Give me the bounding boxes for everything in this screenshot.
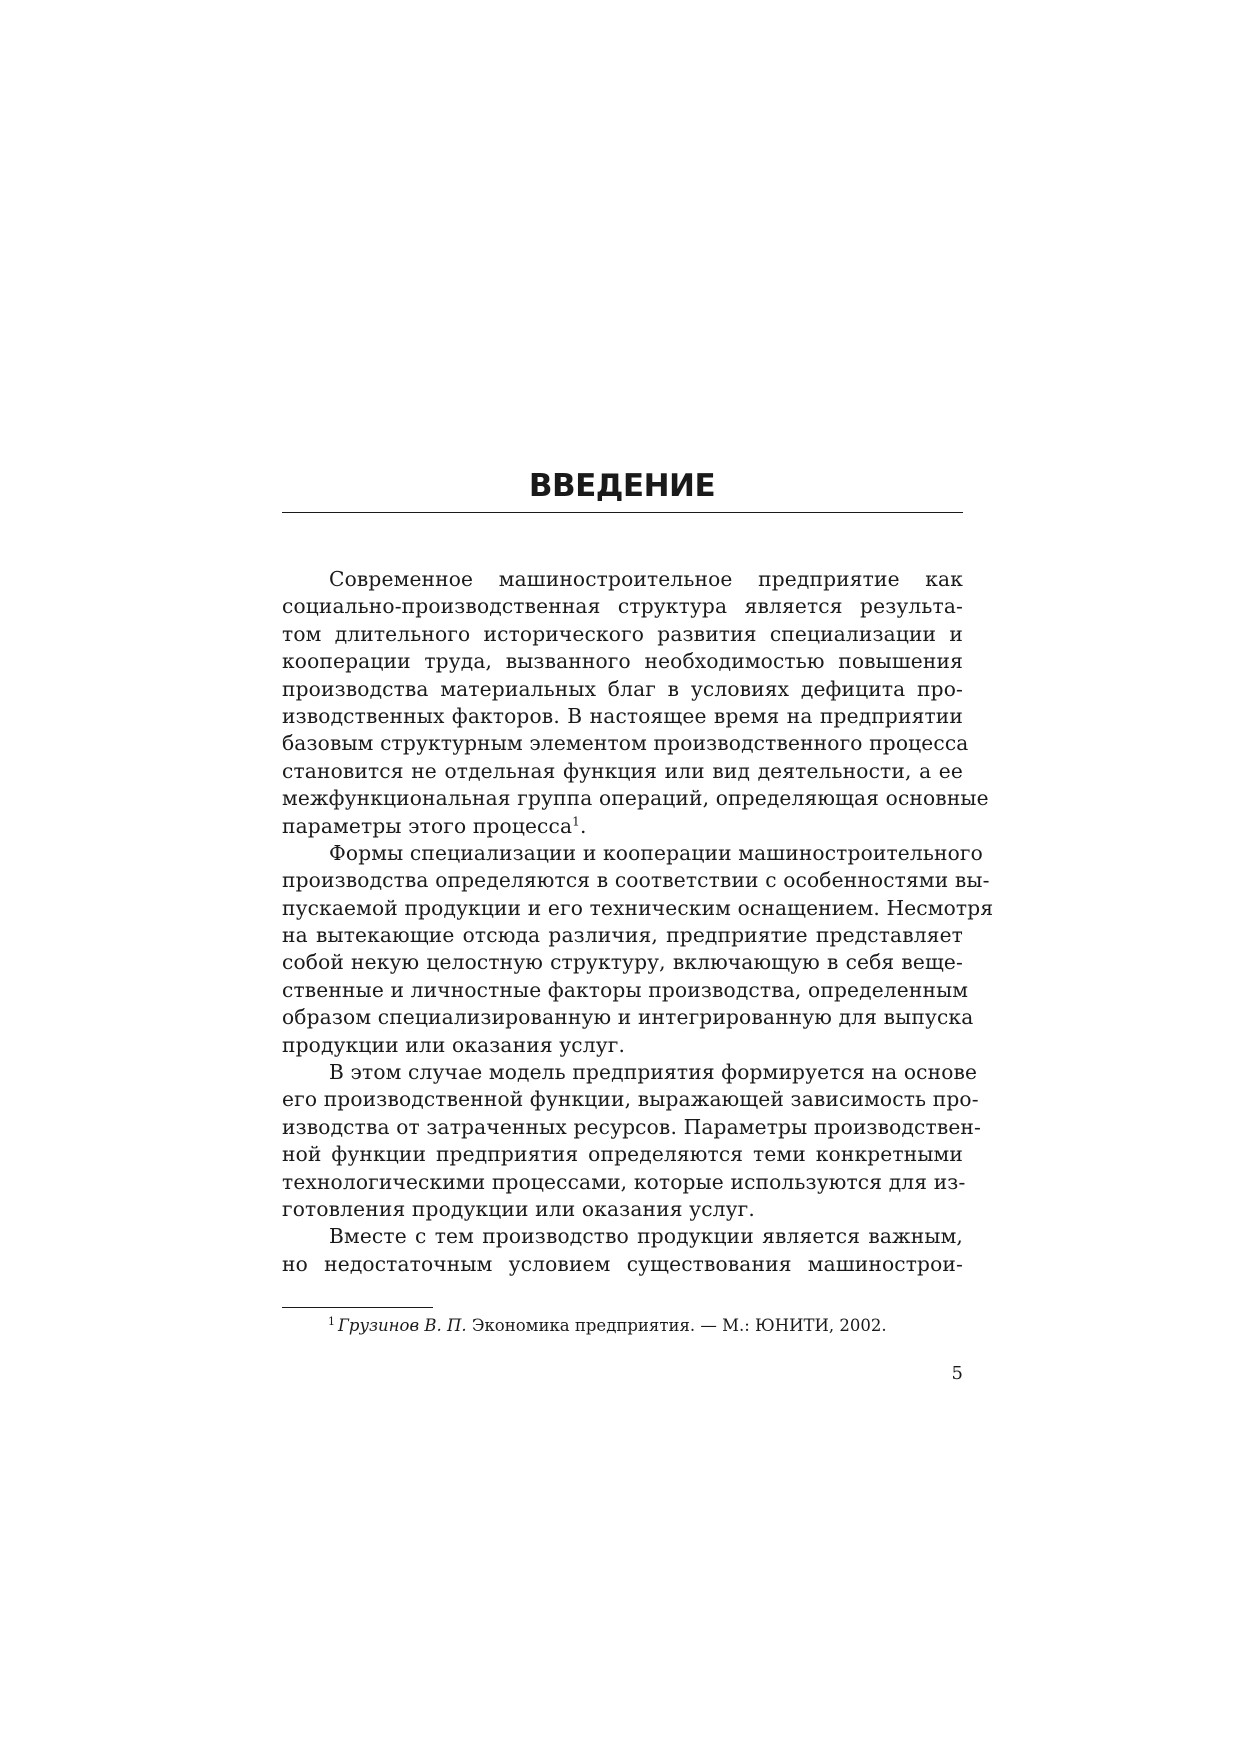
text-line: В этом случае модель предприятия формируется на основе [329, 1060, 978, 1085]
text-line: его производственной функции, выражающей зависимость про- [282, 1087, 979, 1112]
text-line: ственные и личностные факторы производства, определенным [282, 977, 969, 1002]
footnote-separator [282, 1307, 433, 1308]
text-line: но недостаточным условием существования машинострои- [282, 1251, 963, 1276]
text-line: технологическими процессами, которые используются для из- [282, 1169, 966, 1194]
footnote [328, 1314, 887, 1338]
body-text [282, 566, 994, 1278]
text-line: Современное машиностроительное предприятие как [329, 567, 963, 591]
paragraph-4 [282, 1223, 963, 1278]
text-line-content: параметры этого процесса [282, 813, 573, 838]
paragraph-3 [282, 1059, 982, 1223]
text-line: становится не отдельная функция или вид деятельности, а ее [282, 758, 963, 783]
text-line: образом специализированную и интегрированную для выпуска [282, 1005, 974, 1030]
text-line: продукции или оказания услуг. [282, 1032, 626, 1057]
paragraph-2 [282, 840, 994, 1059]
text-line: готовления продукции или оказания услуг. [282, 1196, 755, 1221]
text-line: том длительного исторического развития специализации и [282, 621, 963, 646]
text-line: кооперации труда, вызванного необходимостью повышения [282, 649, 963, 674]
footnote-mark: 1 [328, 1314, 335, 1328]
text-line: базовым структурным элементом производственного процесса [282, 731, 969, 756]
paragraph-1 [282, 566, 989, 840]
footnote-author: Грузинов В. П. [338, 1316, 467, 1335]
sentence-end: . [579, 813, 587, 838]
title-underline [282, 512, 963, 513]
text-line: Вместе с тем производство продукции является важным, [329, 1224, 963, 1249]
text-line: изводственных факторов. В настоящее время на предприятии [282, 703, 963, 728]
text-line: Формы специализации и кооперации машиностроительного [329, 840, 983, 865]
text-line: ной функции предприятия определяются теми конкретными [282, 1142, 963, 1167]
text-line: производства материальных благ в условиях дефицита про- [282, 676, 963, 701]
text-line: на вытекающие отсюда различия, предприятие представляет [282, 923, 963, 948]
footnote-reference[interactable]: 1 [572, 813, 580, 828]
text-line: производства определяются в соответствии с особенностями вы- [282, 868, 990, 893]
text-line: межфункциональная группа операций, определяющая основные [282, 786, 989, 811]
footnote-text: Экономика предприятия. — М.: ЮНИТИ, 2002. [466, 1316, 887, 1335]
page-number: 5 [951, 1363, 963, 1384]
page-title: ВВЕДЕНИЕ [528, 468, 716, 504]
text-line: собой некую целостную структуру, включающую в себя веще- [282, 950, 963, 975]
text-line: социально-производственная структура является результа- [282, 594, 963, 619]
text-line: пускаемой продукции и его техническим оснащением. Несмотря [282, 895, 994, 920]
text-line [282, 813, 963, 840]
text-line: изводства от затраченных ресурсов. Параметры производствен- [282, 1114, 982, 1139]
